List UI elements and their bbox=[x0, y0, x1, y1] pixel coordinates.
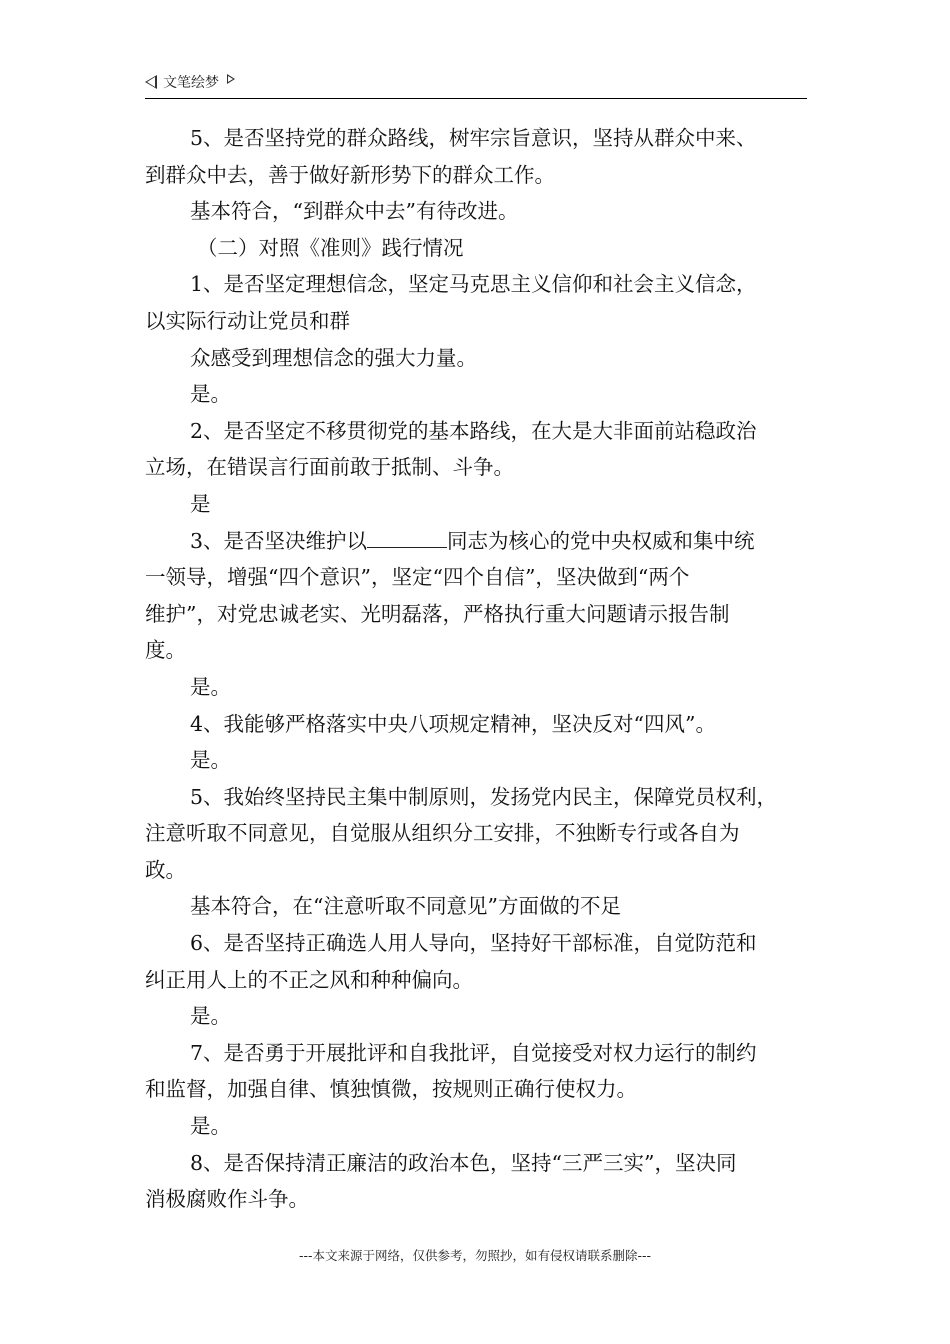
paragraph-line bbox=[145, 523, 810, 560]
paragraph-line: 立场，在错误言行面前敢于抵制、斗争。 bbox=[145, 455, 514, 480]
answer-line: 是。 bbox=[190, 748, 231, 773]
paragraph-line: 5、我始终坚持民主集中制原则，发扬党内民主，保障党员权利， bbox=[190, 784, 778, 809]
paragraph-line: 4、我能够严格落实中央八项规定精神，坚决反对“四风”。 bbox=[190, 711, 717, 736]
paragraph-line: 以实际行动让党员和群 bbox=[145, 308, 350, 333]
paragraph-line: 6、是否坚持正确选人用人导向，坚持好干部标准，自觉防范和 bbox=[190, 931, 757, 956]
page-footer: ---本文来源于网络，仅供参考，勿照抄，如有侵权请联系删除--- bbox=[298, 1248, 652, 1263]
answer-line: 是。 bbox=[190, 674, 231, 699]
answer-line: 基本符合，在“注意听取不同意见”方面做的不足 bbox=[190, 894, 621, 919]
paragraph-line: 8、是否保持清正廉洁的政治本色，坚持“三严三实”，坚决同 bbox=[190, 1150, 737, 1175]
triangle-right-icon bbox=[227, 74, 235, 84]
paragraph-line: 7、是否勇于开展批评和自我批评，自觉接受对权力运行的制约 bbox=[190, 1040, 757, 1065]
triangle-left-icon bbox=[145, 75, 157, 89]
paragraph-line: 纠正用人上的不正之风和种种偏向。 bbox=[145, 967, 473, 992]
header-title: 文笔绘梦 bbox=[163, 75, 219, 91]
paragraph-line: 到群众中去，善于做好新形势下的群众工作。 bbox=[145, 162, 555, 187]
paragraph-line: 政。 bbox=[145, 857, 186, 882]
paragraph-line: 众感受到理想信念的强大力量。 bbox=[190, 345, 477, 370]
paragraph-text: 3、是否坚决维护以 bbox=[190, 528, 368, 553]
answer-line: 是 bbox=[190, 491, 211, 516]
document-body bbox=[145, 120, 810, 1218]
paragraph-text: 同志为核心的党中央权威和集中统 bbox=[447, 528, 755, 553]
paragraph-line: 消极腐败作斗争。 bbox=[145, 1187, 309, 1212]
paragraph-line: 一领导，增强“四个意识”，坚定“四个自信”，坚决做到“两个 bbox=[145, 565, 690, 590]
fill-in-blank bbox=[367, 529, 447, 548]
paragraph-line: 2、是否坚定不移贯彻党的基本路线，在大是大非面前站稳政治 bbox=[190, 418, 757, 443]
paragraph-line: 和监督，加强自律、慎独慎微，按规则正确行使权力。 bbox=[145, 1077, 637, 1102]
paragraph-line: 注意听取不同意见，自觉服从组织分工安排，不独断专行或各自为 bbox=[145, 821, 740, 846]
page-header bbox=[145, 72, 807, 99]
paragraph-line: 维护”，对党忠诚老实、光明磊落，严格执行重大问题请示报告制 bbox=[145, 601, 730, 626]
section-heading: （二）对照《准则》践行情况 bbox=[197, 235, 464, 260]
paragraph-line: 1、是否坚定理想信念，坚定马克思主义信仰和社会主义信念， bbox=[190, 272, 757, 297]
paragraph-line: 基本符合，“到群众中去”有待改进。 bbox=[190, 199, 519, 224]
header-brand bbox=[145, 72, 235, 92]
answer-line: 是。 bbox=[190, 382, 231, 407]
paragraph-line: 度。 bbox=[145, 638, 186, 663]
paragraph-line: 5、是否坚持党的群众路线，树牢宗旨意识，坚持从群众中来、 bbox=[190, 126, 757, 150]
answer-line: 是。 bbox=[190, 1004, 231, 1029]
answer-line: 是。 bbox=[190, 1114, 231, 1139]
